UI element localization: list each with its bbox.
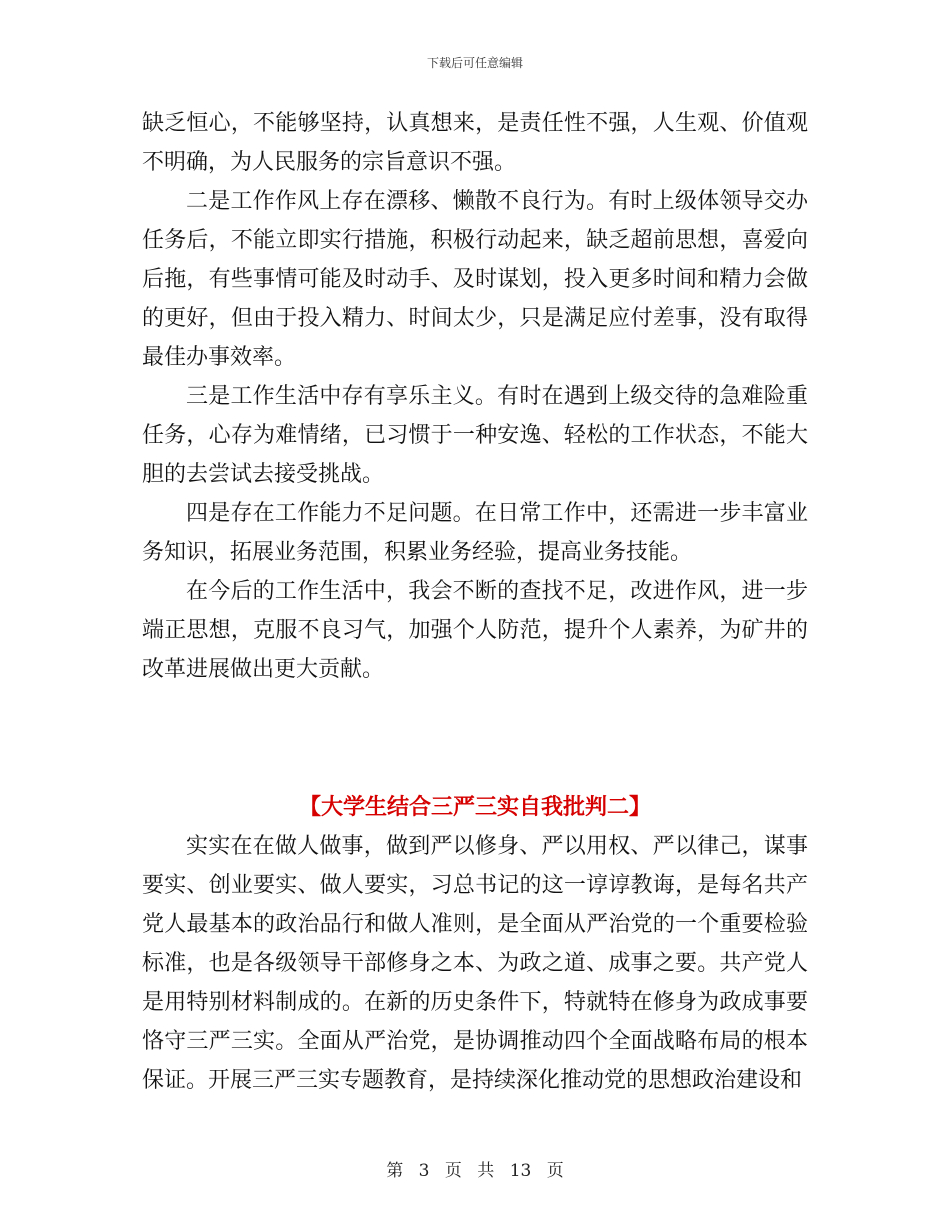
paragraph-4: 四是存在工作能力不足问题。在日常工作中，还需进一步丰富业务知识，拓展业务范围，积累业务经验，提高业务技能。	[142, 501, 808, 565]
section-title: 【大学生结合三严三实自我批判二】	[298, 794, 651, 820]
document-body	[142, 104, 808, 689]
page-header: 下载后可任意编辑	[426, 56, 523, 70]
footer-total-pages: 13	[509, 1161, 532, 1181]
paragraph-3: 三是工作生活中存有享乐主义。有时在遇到上级交待的急难险重任务，心存为难情绪，已习惯于一种安逸、轻松的工作状态，不能大胆的去尝试去接受挑战。	[142, 384, 808, 487]
section-paragraph-1: 实实在在做人做事，做到严以修身、严以用权、严以律己，谋事要实、创业要实、做人要实，习总书记的这一谆谆教诲，是每名共产党人最基本的政治品行和做人准则，是全面从严治党的一个重要检验标准，也是各级领导干部修身之本、为政之道、成事之要。共产党人是用特别材料制成的。在新的历史条件下，特就特在修身为政成事要恪守三严三实。全面从严治党，是协调推动四个全面战略布局的根本保证。开展三严三实专题教育，是持续深化推动党的思想政治建设和	[142, 834, 808, 1093]
section-body	[142, 827, 808, 1100]
footer-page-number: 3	[418, 1161, 430, 1181]
paragraph-5: 在今后的工作生活中，我会不断的查找不足，改进作风，进一步端正思想，克服不良习气，加强个人防范，提升个人素养，为矿井的改革进展做出更大贡献。	[142, 579, 808, 682]
paragraph-continuation: 缺乏恒心，不能够坚持，认真想来，是责任性不强，人生观、价值观不明确，为人民服务的宗旨意识不强。	[142, 111, 808, 175]
footer-gong: 共	[477, 1161, 495, 1181]
footer-ye-2: 页	[546, 1161, 564, 1181]
footer-ye: 页	[444, 1161, 462, 1181]
paragraph-2: 二是工作作风上存在漂移、懒散不良行为。有时上级体领导交办任务后，不能立即实行措施，积极行动起来，缺乏超前思想，喜爱向后拖，有些事情可能及时动手、及时谋划，投入更多时间和精力会做的更好，但由于投入精力、时间太少，只是满足应付差事，没有取得最佳办事效率。	[142, 189, 808, 370]
page-footer	[0, 1156, 950, 1181]
footer-di: 第	[386, 1161, 404, 1181]
